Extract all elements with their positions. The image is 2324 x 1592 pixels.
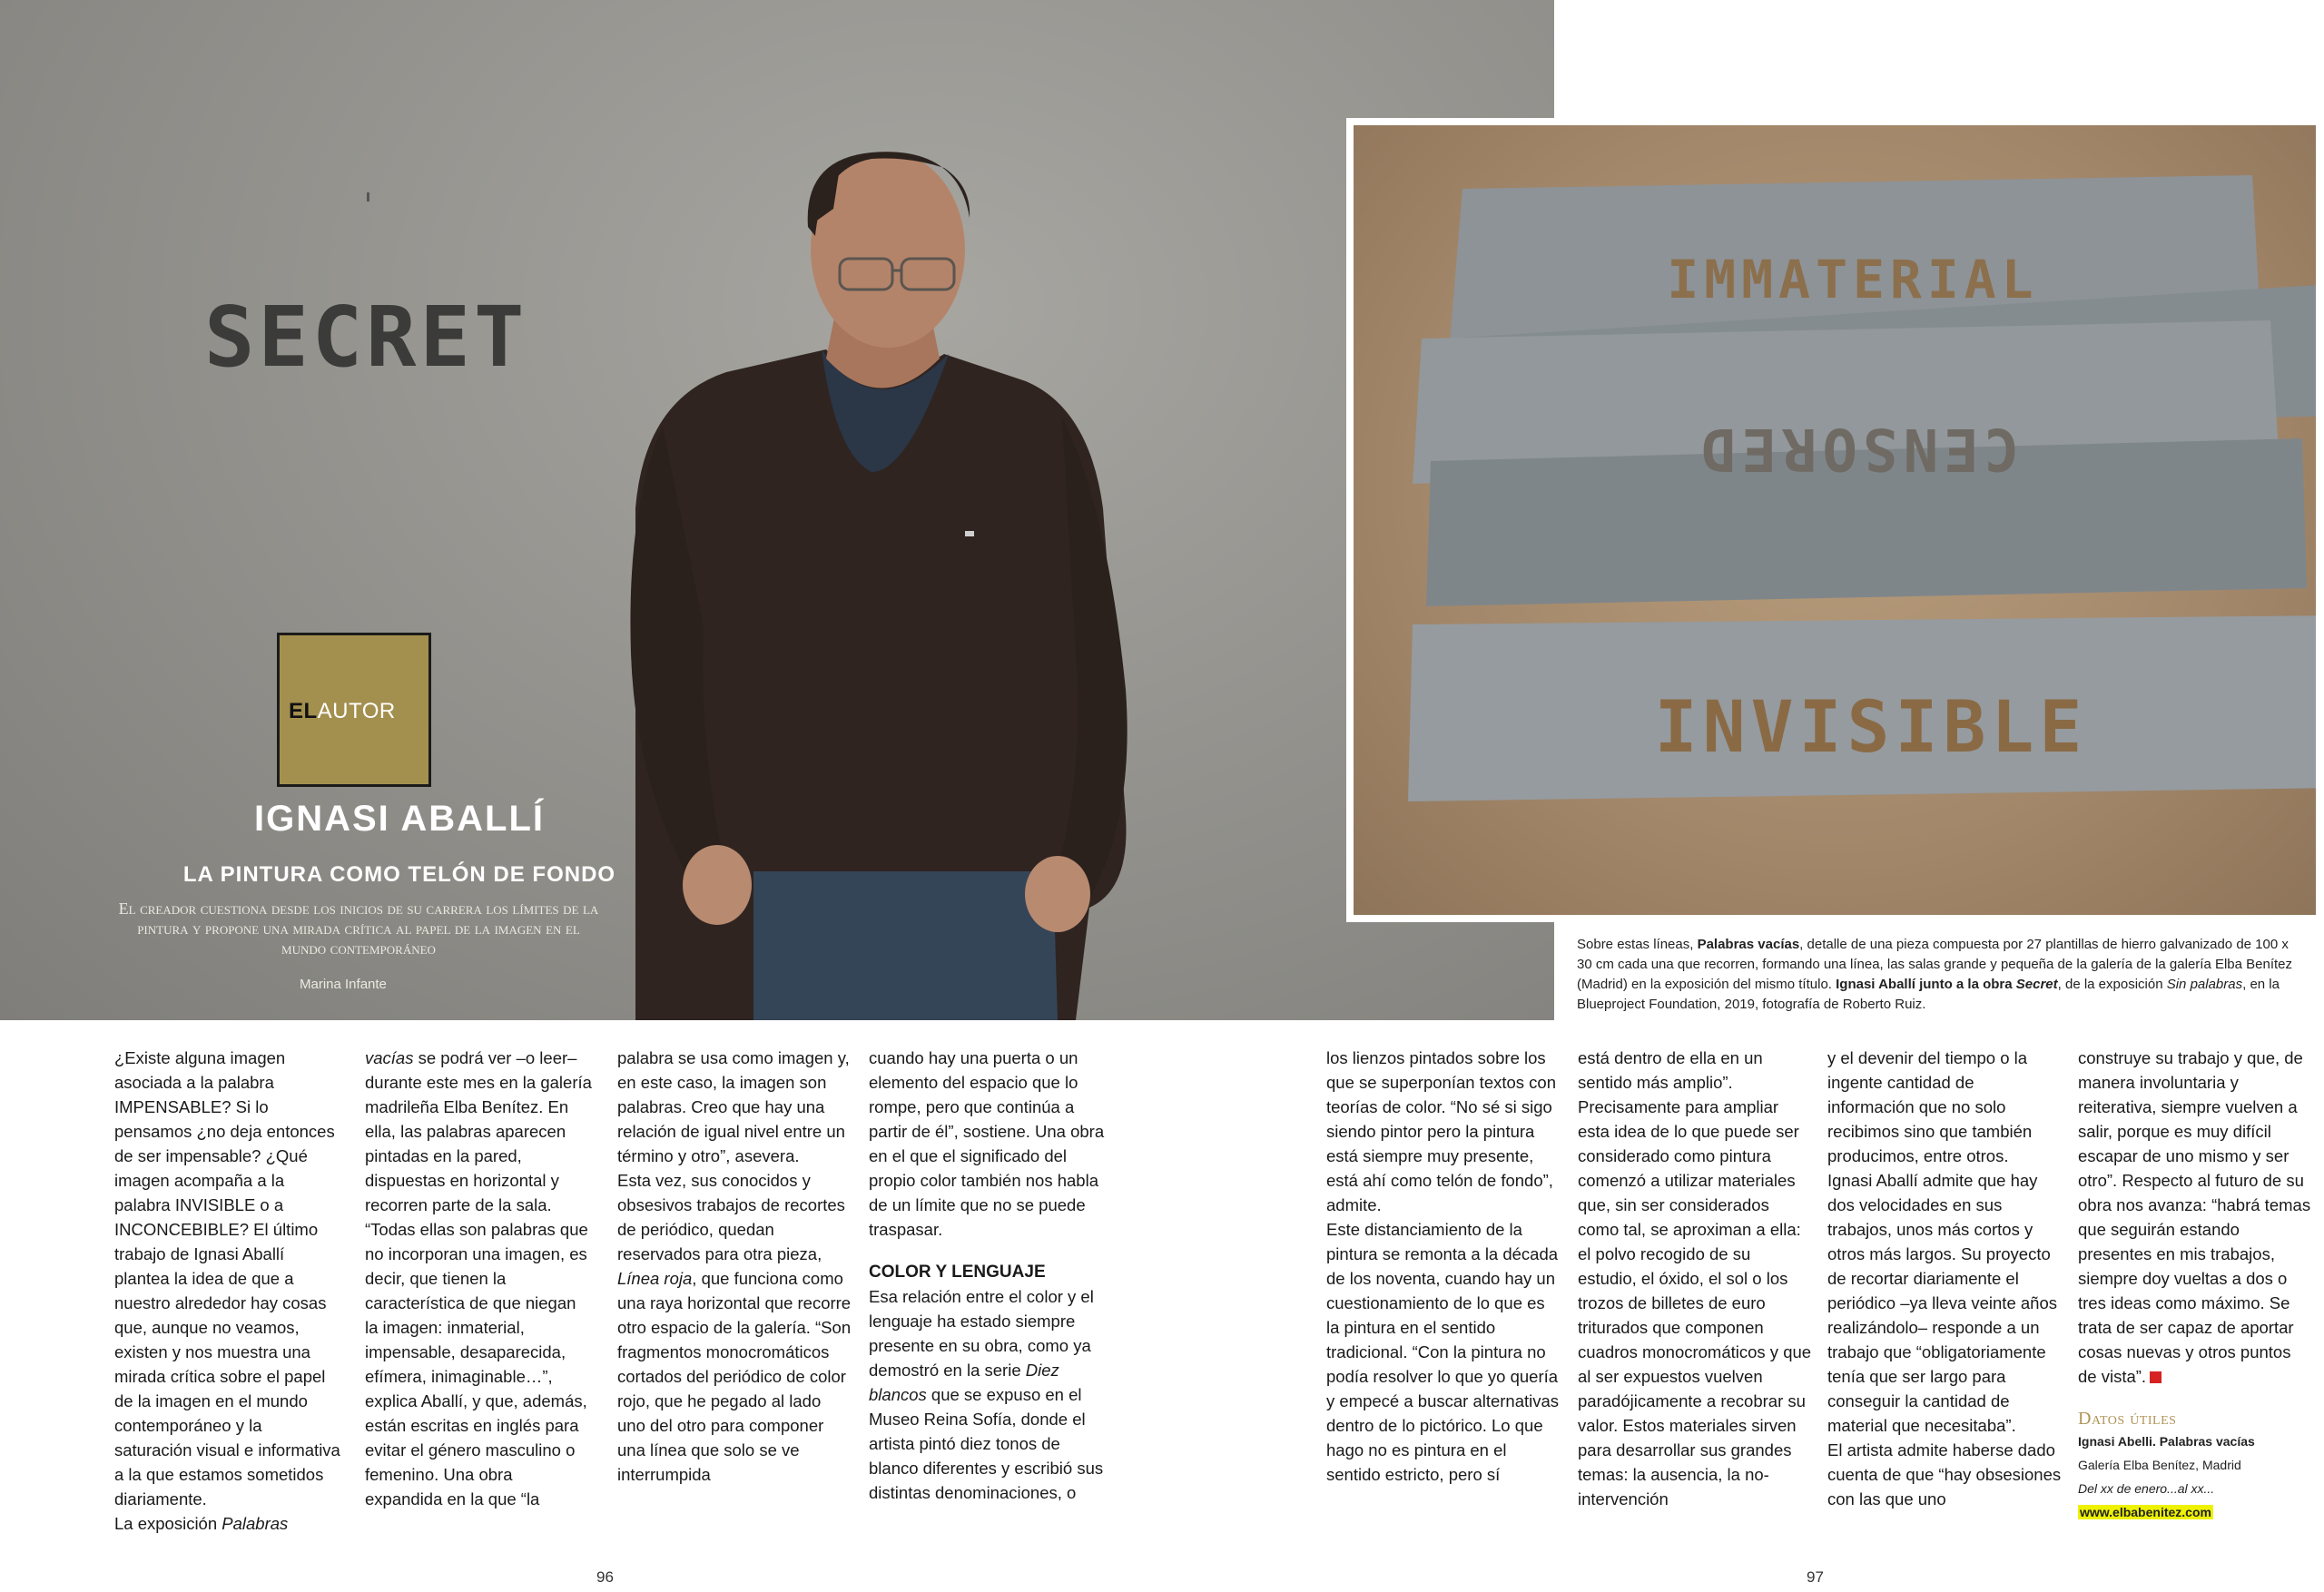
body-column-5: los lienzos pintados sobre los que se superponían textos con teorías de color. “No sé si sigo siendo pintor pero la pintura está siempre muy presente, está ahí como telón de fondo”, admite. Este distanciamiento de la pintura se remonta a la década de los noventa, cuando hay un cuestionamiento de lo que es la pintura en el sentido tradicional. “Con la pintura no podía resolver lo que yo quería y empecé a buscar alternativas dentro de lo pictórico. Lo que hago no es pintura en el sentido estricto, pero sí	[1326, 1048, 1560, 1484]
page-number-left: 96	[596, 1568, 614, 1586]
body-column-1: ¿Existe alguna imagen asociada a la palabra IMPENSABLE? Si lo pensamos ¿no deja entonces de ser impensable? ¿Qué imagen acompaña a la palabra INVISIBLE o a INCONCEBIBLE? El último trabajo de Ignasi Aballí plantea la idea de que a nuestro alrededor hay cosas que, aunque no veamos, existen y nos muestra una mirada crítica sobre el papel de la imagen en el mundo contemporáneo y la saturación visual e informativa a la que estamos sometidos diariamente. La exposición Palabras	[114, 1048, 340, 1533]
stencil-word-immaterial: IMMATERIAL	[1667, 249, 2039, 310]
end-of-article-icon	[2150, 1371, 2162, 1383]
gallery-website-link[interactable]: www.elbabenitez.com	[2080, 1505, 2211, 1519]
byline: Marina Infante	[300, 977, 387, 992]
body-column-7: y el devenir del tiempo o la ingente cantidad de información que no solo recibimos sino que también producimos, entre otros. Ignasi Aballí admite que hay dos velocidades en sus trabajos, unos más cortos y otros más largos. Su proyecto de recortar diariamente el periódico –ya lleva veinte años realizándolo– responde a un trabajo que “obligatoriamente tenía que ser largo para conseguir la cantidad de material que necesitaba”. El artista admite haberse dado cuenta de que “hay obsesiones con las que uno	[1827, 1048, 2062, 1508]
wall-stencil-text: SECRET	[204, 289, 528, 386]
useful-info-heading: Datos útiles	[2078, 1409, 2177, 1429]
photo-caption: Sobre estas líneas, Palabras vacías, detalle de una pieza compuesta por 27 plantillas de hierro galvanizado de 100 x 30 cm cada una que recorren, formando una línea, las salas grande y pequeña de la galería de la galería Elba Benítez (Madrid) en la exposición del mismo título. Ignasi Aballí junto a la obra Secret, de la exposición Sin palabras, en la Blueproject Foundation, 2019, fotografía de Roberto Ruiz.	[1577, 937, 2293, 1012]
metal-plates-illustration	[1354, 125, 2316, 915]
headline: IGNASI ABALLÍ	[253, 799, 546, 839]
section-label-el: EL	[289, 699, 318, 723]
body-column-8: construye su trabajo y que, de manera involuntaria y reiterativa, siempre vuelven a salir, porque es muy difícil escapar de uno mismo y ser otro”. Respecto al futuro de su obra nos avanza: “habrá temas que seguirán estando presentes en mis trabajos, siempre doy vueltas a dos o tres ideas como máximo. Se trata de ser capaz de aportar cosas nuevas y otros puntos de vista”.	[2078, 1048, 2311, 1386]
useful-info-title: Ignasi Abelli. Palabras vacías	[2078, 1434, 2255, 1449]
stencils-photo	[1346, 118, 2324, 922]
useful-info-box	[2078, 1409, 2314, 1524]
stencil-word-invisible: INVISIBLE	[1654, 687, 2088, 769]
body-column-4: cuando hay una puerta o un elemento del espacio que lo rompe, pero que continúa a partir de él”, sostiene. Una obra en el que el significado del propio color también nos habla de un límite que no se puede traspasar. COLOR Y LENGUAJE Esa relación entre el color y el lenguaje ha estado siempre presente en su obra, como ya demostró en la serie Diez blancos que se expuso en el Museo Reina Sofía, donde el artista pintó diez tonos de blanco diferentes y escribió sus distintas denominaciones, o	[869, 1048, 1105, 1502]
section-subheading: COLOR Y LENGUAJE	[869, 1263, 1046, 1282]
section-label-box	[277, 633, 431, 787]
body-column-2: vacías se podrá ver –o leer– durante este mes en la galería madrileña Elba Benítez. En ella, las palabras aparecen pintadas en la pared, dispuestas en horizontal y recorren parte de la sala. “Todas ellas son palabras que no incorporan una imagen, es decir, que tienen la característica de que niegan la imagen: inmaterial, impensable, desaparecida, efímera, inimaginable…”, explica Aballí, y que, además, están escritas en inglés para evitar el género masculino o femenino. Una obra expandida en la que “la	[365, 1048, 592, 1508]
body-column-6: está dentro de ella en un sentido más amplio”. Precisamente para ampliar esta idea de lo que puede ser considerado como pintura comenzó a utilizar materiales que, sin ser considerados como tal, se aproximan a ella: el polvo recogido de su estudio, el óxido, el sol o los trozos de billetes de euro triturados que componen cuadros monocromáticos y que al ser expuestos vuelven paradójicamente a recobrar su valor. Estos materiales sirven para desarrollar sus grandes temas: la ausencia, la no-intervención	[1578, 1048, 1812, 1508]
body-column-3: palabra se usa como imagen y, en este caso, la imagen son palabras. Creo que hay una relación de igual nivel entre un término y otro”, asevera. Esta vez, sus conocidos y obsesivos trabajos de recortes de periódico, quedan reservados para otra pieza, Línea roja, que funciona como una raya horizontal que recorre otro espacio de la galería. “Son fragmentos monocromáticos cortados del periódico de color rojo, que he pegado al lado uno del otro para componer una línea que solo se ve interrumpida	[617, 1048, 852, 1484]
stencil-word-censored: CENSORED	[1695, 415, 2020, 482]
subheadline: LA PINTURA COMO TELÓN DE FONDO	[182, 862, 616, 887]
useful-info-dates: Del xx de enero...al xx...	[2078, 1481, 2215, 1496]
article-deck: El creador cuestiona desde los inicios de su carrera los límites de la pintura y propone una mirada crítica al papel de la imagen en el mundo contemporáneo	[118, 899, 599, 958]
section-label-autor: AUTOR	[317, 699, 396, 723]
page-number-right: 97	[1807, 1568, 1824, 1586]
useful-info-venue: Galería Elba Benítez, Madrid	[2078, 1458, 2241, 1472]
